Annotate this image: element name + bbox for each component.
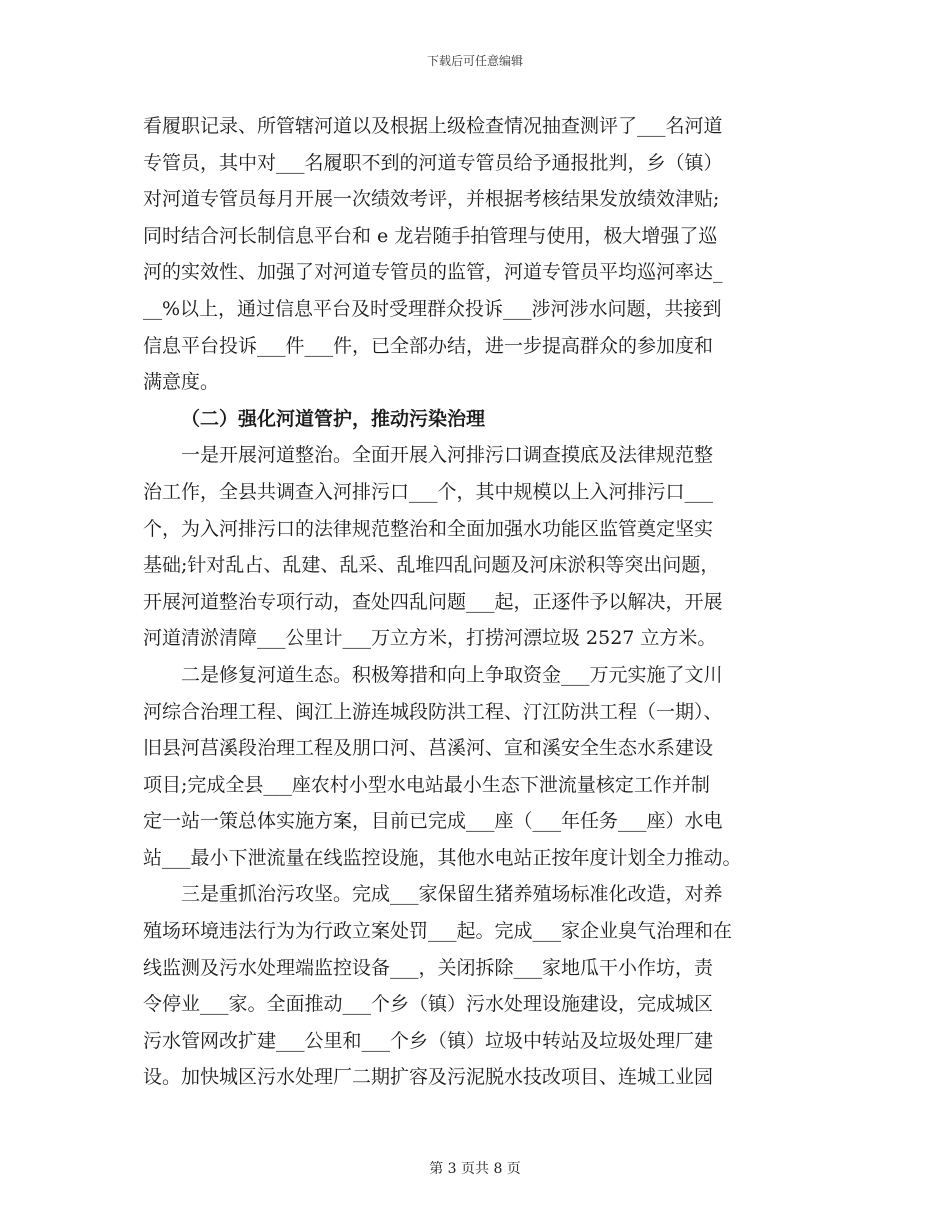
page-header-note: 下载后可任意编辑 <box>426 54 523 68</box>
body-line: 基础;针对乱占、乱建、乱采、乱堆四乱问题及河床淤积等突出问题， <box>143 554 720 577</box>
body-line: 设。加快城区污水处理厂二期扩容及污泥脱水技改项目、连城工业园 <box>143 1066 714 1089</box>
body-line: 治工作，全县共调查入河排污口___个，其中规模以上入河排污口___ <box>143 480 714 503</box>
body-line: 对河道专管员每月开展一次绩效考评，并根据考核结果发放绩效津贴; <box>143 188 720 211</box>
body-line: 信息平台投诉___件___件，已全部办结，进一步提高群众的参加度和 <box>143 334 714 357</box>
body-line: 项目;完成全县___座农村小型水电站最小生态下泄流量核定工作并制 <box>143 773 710 796</box>
body-line: 定一站一策总体实施方案，目前已完成___座（___年任务___座）水电 <box>143 810 723 833</box>
body-line: 殖场环境违法行为为行政立案处罚___起。完成___家企业臭气治理和在 <box>143 920 733 943</box>
body-line: __%以上，通过信息平台及时受理群众投诉___涉河涉水问题，共接到 <box>143 297 722 320</box>
body-line: 开展河道整治专项行动，查处四乱问题___起，正逐件予以解决，开展 <box>143 590 723 613</box>
body-line: 污水管网改扩建___公里和___个乡（镇）垃圾中转站及垃圾处理厂建 <box>143 1029 714 1052</box>
paragraph-first-line: 二是修复河道生态。积极筹措和向上争取资金___万元实施了文川 <box>181 663 723 686</box>
body-line: 线监测及污水处理端监控设备___，关闭拆除___家地瓜干小作坊，责 <box>143 956 714 979</box>
body-line: 满意度。 <box>143 371 220 394</box>
page-number: 第 3 页共 8 页 <box>429 1161 521 1177</box>
body-line: 河的实效性、加强了对河道专管员的监管，河道专管员平均巡河率达_ <box>143 261 723 284</box>
body-line: 河综合治理工程、闽江上游连城段防洪工程、汀江防洪工程（一期）、 <box>143 700 723 723</box>
body-line: 看履职记录、所管辖河道以及根据上级检查情况抽查测评了___名河道 <box>143 115 723 137</box>
body-line: 河道清淤清障___公里计___万立方米，打捞河漂垃圾 2527 立方米。 <box>143 627 717 650</box>
section-heading: （二）强化河道管护，推动污染治理 <box>181 407 486 430</box>
body-line: 个，为入河排污口的法律规范整治和全面加强水功能区监管奠定坚实 <box>143 517 714 540</box>
body-line: 令停业___家。全面推动___个乡（镇）污水处理设施建设，完成城区 <box>143 993 714 1016</box>
paragraph-first-line: 三是重抓治污攻坚。完成___家保留生猪养殖场标准化改造，对养 <box>181 883 723 906</box>
paragraph-first-line: 一是开展河道整治。全面开展入河排污口调查摸底及法律规范整 <box>181 444 714 467</box>
body-line: 站___最小下泄流量在线监控设施，其他水电站正按年度计划全力推动。 <box>143 846 742 869</box>
body-line: 旧县河莒溪段治理工程及朋口河、莒溪河、宣和溪安全生态水系建设 <box>143 737 714 760</box>
document-body <box>143 108 813 1096</box>
body-line: 专管员，其中对___名履职不到的河道专管员给予通报批判，乡（镇） <box>143 151 723 174</box>
body-line: 同时结合河长制信息平台和 e 龙岩随手拍管理与使用，极大增强了巡 <box>143 224 718 247</box>
